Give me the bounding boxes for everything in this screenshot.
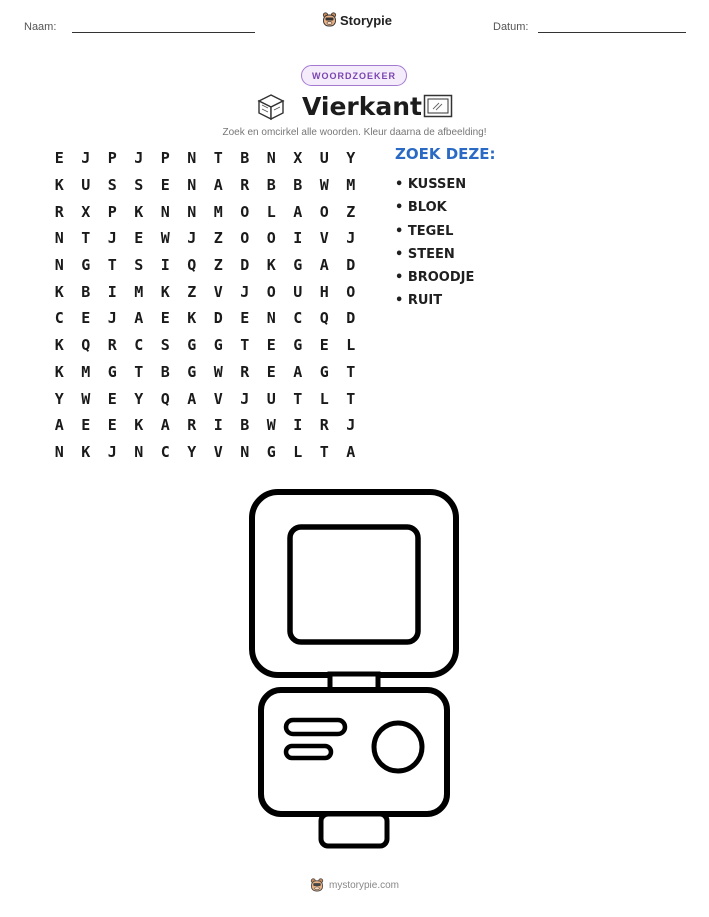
date-label: Datum:	[493, 21, 529, 33]
grid-letter: W	[160, 229, 170, 248]
grid-letter: R	[319, 416, 329, 435]
grid-letter: O	[346, 282, 356, 301]
grid-letter: K	[81, 442, 91, 461]
grid-letter: E	[266, 336, 276, 355]
grid-letter: Z	[187, 282, 197, 301]
grid-letter: X	[81, 202, 91, 221]
grid-letter: N	[54, 229, 64, 248]
grid-letter: T	[213, 149, 223, 168]
grid-letter: O	[240, 229, 250, 248]
grid-letter: G	[293, 336, 303, 355]
storypie-mascot-icon	[310, 878, 324, 893]
grid-letter: N	[266, 309, 276, 328]
grid-letter: P	[107, 149, 117, 168]
grid-letter: N	[54, 256, 64, 275]
word-list-title: ZOEK DEZE:	[395, 145, 496, 163]
grid-letter: K	[160, 282, 170, 301]
grid-letter: N	[187, 176, 197, 195]
grid-letter: I	[293, 229, 303, 248]
cube-icon	[257, 93, 285, 121]
grid-letter: G	[319, 362, 329, 381]
grid-letter: A	[160, 416, 170, 435]
grid-letter: R	[187, 416, 197, 435]
grid-letter: Q	[187, 256, 197, 275]
grid-letter: N	[266, 149, 276, 168]
worksheet-header	[0, 0, 709, 50]
grid-letter: G	[187, 362, 197, 381]
page-title: Vierkant	[302, 92, 423, 121]
grid-letter: D	[213, 309, 223, 328]
grid-letter: N	[54, 442, 64, 461]
grid-letter: I	[107, 282, 117, 301]
title-row	[0, 90, 709, 124]
grid-letter: N	[187, 202, 197, 221]
grid-letter: B	[293, 176, 303, 195]
word-item: • BLOK	[395, 200, 447, 216]
grid-letter: O	[266, 282, 276, 301]
grid-letter: V	[319, 229, 329, 248]
grid-letter: T	[240, 336, 250, 355]
grid-letter: G	[293, 256, 303, 275]
grid-letter: M	[213, 202, 223, 221]
grid-letter: E	[134, 229, 144, 248]
grid-letter: S	[134, 256, 144, 275]
grid-letter: A	[319, 256, 329, 275]
grid-letter: V	[213, 442, 223, 461]
instructions: Zoek en omcirkel alle woorden. Kleur daarna de afbeelding!	[222, 127, 487, 138]
grid-letter: E	[54, 149, 64, 168]
grid-letter: A	[134, 309, 144, 328]
grid-letter: E	[107, 389, 117, 408]
grid-letter: S	[160, 336, 170, 355]
grid-letter: D	[240, 256, 250, 275]
word-item: • STEEN	[395, 246, 455, 262]
grid-letter: G	[266, 442, 276, 461]
grid-letter: J	[187, 229, 197, 248]
word-item: • BROODJE	[395, 270, 475, 286]
grid-letter: W	[81, 389, 91, 408]
storypie-logo	[322, 12, 392, 28]
grid-letter: T	[319, 442, 329, 461]
grid-letter: S	[107, 176, 117, 195]
grid-letter: D	[346, 309, 356, 328]
grid-letter: Y	[54, 389, 64, 408]
grid-letter: R	[107, 336, 117, 355]
grid-letter: W	[266, 416, 276, 435]
grid-letter: J	[240, 282, 250, 301]
grid-letter: T	[346, 389, 356, 408]
grid-letter: R	[240, 176, 250, 195]
grid-letter: T	[107, 256, 117, 275]
grid-letter: A	[346, 442, 356, 461]
grid-letter: C	[54, 309, 64, 328]
grid-letter: O	[319, 202, 329, 221]
grid-letter: I	[293, 416, 303, 435]
grid-letter: I	[213, 416, 223, 435]
grid-letter: G	[107, 362, 117, 381]
grid-letter: G	[213, 336, 223, 355]
name-line	[72, 32, 255, 33]
grid-letter: O	[266, 229, 276, 248]
grid-letter: T	[346, 362, 356, 381]
grid-letter: W	[319, 176, 329, 195]
word-item: • RUIT	[395, 293, 443, 309]
word-item: • TEGEL	[395, 223, 454, 239]
grid-letter: D	[346, 256, 356, 275]
grid-letter: K	[54, 176, 64, 195]
grid-letter: P	[160, 149, 170, 168]
grid-letter: Q	[81, 336, 91, 355]
grid-letter: G	[81, 256, 91, 275]
grid-letter: E	[240, 309, 250, 328]
grid-letter: H	[319, 282, 329, 301]
grid-letter: B	[160, 362, 170, 381]
grid-letter: Y	[346, 149, 356, 168]
grid-letter: T	[134, 362, 144, 381]
grid-letter: T	[293, 389, 303, 408]
grid-letter: N	[160, 202, 170, 221]
grid-letter: U	[319, 149, 329, 168]
grid-letter: L	[319, 389, 329, 408]
grid-letter: Z	[346, 202, 356, 221]
grid-letter: K	[134, 202, 144, 221]
grid-letter: J	[81, 149, 91, 168]
grid-letter: A	[293, 362, 303, 381]
grid-letter: U	[293, 282, 303, 301]
grid-letter: A	[213, 176, 223, 195]
grid-letter: K	[54, 336, 64, 355]
word-list	[395, 145, 496, 313]
grid-letter: Z	[213, 229, 223, 248]
grid-letter: G	[187, 336, 197, 355]
grid-letter: E	[81, 309, 91, 328]
grid-letter: X	[293, 149, 303, 168]
grid-letter: Q	[319, 309, 329, 328]
grid-letter: M	[346, 176, 356, 195]
grid-letter: N	[187, 149, 197, 168]
grid-letter: C	[134, 336, 144, 355]
grid-letter: L	[293, 442, 303, 461]
grid-letter: R	[240, 362, 250, 381]
grid-letter: N	[134, 442, 144, 461]
grid-letter: J	[346, 416, 356, 435]
word-search-grid	[46, 145, 364, 465]
grid-letter: M	[81, 362, 91, 381]
grid-letter: T	[81, 229, 91, 248]
grid-letter: J	[240, 389, 250, 408]
grid-letter: V	[213, 282, 223, 301]
grid-letter: O	[240, 202, 250, 221]
brand-name: Storypie	[340, 12, 393, 28]
grid-letter: I	[160, 256, 170, 275]
grid-letter: B	[81, 282, 91, 301]
grid-letter: K	[54, 362, 64, 381]
grid-letter: Q	[160, 389, 170, 408]
grid-letter: W	[213, 362, 223, 381]
grid-letter: L	[266, 202, 276, 221]
grid-letter: E	[266, 362, 276, 381]
grid-letter: J	[107, 309, 117, 328]
grid-letter: Z	[213, 256, 223, 275]
grid-letter: Y	[187, 442, 197, 461]
coloring-illustration	[248, 487, 460, 853]
grid-letter: E	[319, 336, 329, 355]
grid-letter: U	[266, 389, 276, 408]
grid-letter: J	[346, 229, 356, 248]
grid-letter: J	[134, 149, 144, 168]
footer	[0, 878, 709, 893]
grid-letter: V	[213, 389, 223, 408]
grid-letter: N	[240, 442, 250, 461]
grid-letter: B	[240, 149, 250, 168]
grid-letter: U	[81, 176, 91, 195]
worksheet-type-badge: WOORDZOEKER	[301, 65, 407, 86]
grid-letter: A	[54, 416, 64, 435]
grid-letter: A	[293, 202, 303, 221]
footer-url: mystorypie.com	[328, 880, 399, 891]
grid-letter: B	[266, 176, 276, 195]
name-label: Naam:	[24, 21, 57, 33]
grid-letter: K	[187, 309, 197, 328]
grid-letter: S	[134, 176, 144, 195]
grid-letter: B	[240, 416, 250, 435]
word-item: • KUSSEN	[395, 177, 467, 192]
grid-letter: E	[107, 416, 117, 435]
grid-letter: P	[107, 202, 117, 221]
date-line	[538, 32, 686, 33]
grid-letter: L	[346, 336, 356, 355]
grid-letter: J	[107, 442, 117, 461]
grid-letter: A	[187, 389, 197, 408]
grid-letter: R	[54, 202, 64, 221]
grid-letter: Y	[134, 389, 144, 408]
grid-letter: E	[160, 309, 170, 328]
grid-letter: E	[81, 416, 91, 435]
grid-letter: J	[107, 229, 117, 248]
grid-letter: E	[160, 176, 170, 195]
grid-letter: K	[266, 256, 276, 275]
grid-letter: K	[54, 282, 64, 301]
storypie-mascot-icon	[322, 12, 337, 28]
grid-letter: M	[134, 282, 144, 301]
grid-letter: C	[160, 442, 170, 461]
grid-letter: C	[293, 309, 303, 328]
grid-letter: K	[134, 416, 144, 435]
window-frame-icon	[423, 94, 453, 118]
